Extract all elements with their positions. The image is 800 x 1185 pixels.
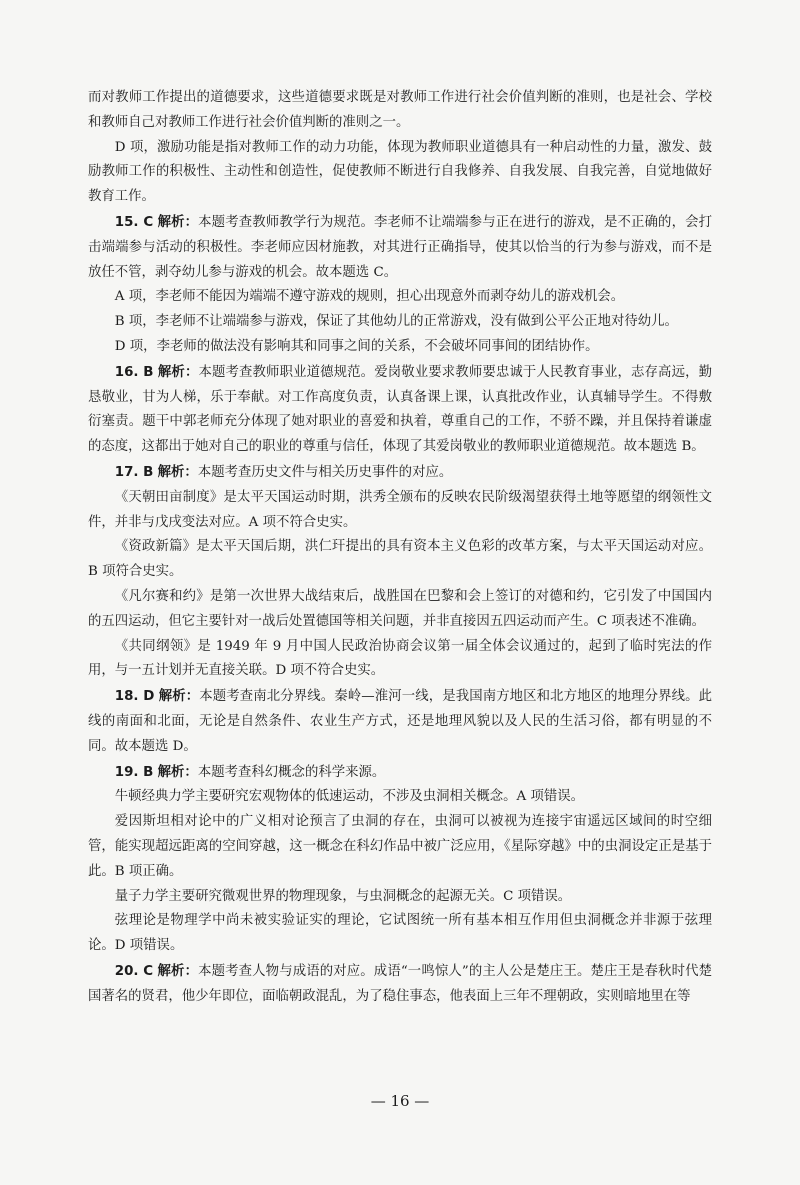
analysis-label: 解析： bbox=[158, 688, 200, 705]
answer-15: 15. C 解析：本题考查教师教学行为规范。李老师不让端端参与正在进行的游戏，是不正确的，会打击端端参与活动的积极性。李老师应因材施教，对其进行正确指导，使其以恰当的行为参与游戏，而不是放任不管，剥夺幼儿参与游戏的机会。故本题选 C。 bbox=[88, 213, 713, 280]
analysis-label: 解析： bbox=[157, 763, 198, 780]
analysis-label: 解析： bbox=[157, 463, 198, 480]
paragraph: 弦理论是物理学中尚未被实验证实的理论，它试图统一所有基本相互作用但虫洞概念并非源于弦理论。D 项错误。 bbox=[88, 913, 712, 954]
answer-19: 19. B 解析：本题考查科幻概念的科学来源。 bbox=[114, 763, 386, 780]
question-number: 15. C bbox=[114, 214, 154, 230]
document-body bbox=[88, 86, 712, 1009]
paragraph: 而对教师工作提出的道德要求，这些道德要求既是对教师工作进行社会价值判断的准则，也是社会、学校和教师自己对教师工作进行社会价值判断的准则之一。 bbox=[88, 90, 712, 130]
question-number: 16. B bbox=[114, 364, 154, 380]
paragraph: 量子力学主要研究微观世界的物理现象，与虫洞概念的起源无关。C 项错误。 bbox=[114, 888, 572, 904]
paragraph: A 项，李老师不能因为端端不遵守游戏的规则，担心出现意外而剥夺幼儿的游戏机会。 bbox=[114, 289, 625, 305]
paragraph: 《资政新篇》是太平天国后期，洪仁玕提出的具有资本主义色彩的改革方案，与太平天国运动对应。B 项符合史实。 bbox=[88, 539, 712, 580]
analysis-label: 解析： bbox=[157, 962, 199, 979]
analysis-label: 解析： bbox=[157, 363, 199, 380]
answer-18: 18. D 解析：本题考查南北分界线。秦岭—淮河一线，是我国南方地区和北方地区的地理分界线。此线的南面和北面，无论是自然条件、农业生产方式，还是地理风貌以及人民的生活习俗，都有明显的不同。故本题选 D。 bbox=[88, 688, 713, 754]
question-number: 20. C bbox=[114, 963, 154, 979]
answer-17: 17. B 解析：本题考查历史文件与相关历史事件的对应。 bbox=[114, 463, 453, 480]
paragraph: 《共同纲领》是 1949 年 9 月中国人民政治协商会议第一届全体会议通过的，起到了临时宪法的作用，与一五计划并无直接关联。D 项不符合史实。 bbox=[88, 638, 712, 679]
analysis-label: 解析： bbox=[157, 213, 199, 230]
paragraph: D 项，激励功能是指对教师工作的动力功能，体现为教师职业道德具有一种启动性的力量，激发、鼓励教师工作的积极性、主动性和创造性，促使教师不断进行自我修养、自我发展、自我完善，自觉地做好教育工作。 bbox=[88, 139, 712, 205]
question-number: 18. D bbox=[114, 689, 155, 705]
question-number: 17. B bbox=[114, 464, 154, 480]
paragraph: B 项，李老师不让端端参与游戏，保证了其他幼儿的正常游戏，没有做到公平公正地对待幼儿。 bbox=[114, 314, 678, 330]
paragraph: 牛顿经典力学主要研究宏观物体的低速运动，不涉及虫洞相关概念。A 项错误。 bbox=[114, 789, 585, 805]
paragraph: D 项，李老师的做法没有影响其和同事之间的关系，不会破坏同事间的团结协作。 bbox=[114, 338, 599, 354]
paragraph: 《天朝田亩制度》是太平天国运动时期，洪秀全颁布的反映农民阶级渴望获得土地等愿望的纲领性文件，并非与戊戌变法对应。A 项不符合史实。 bbox=[88, 489, 712, 530]
paragraph: 《凡尔赛和约》是第一次世界大战结束后，战胜国在巴黎和会上签订的对德和约，它引发了中国国内的五四运动，但它主要针对一战后处置德国等相关问题，并非直接因五四运动而产生。C 项表述不准确。 bbox=[88, 588, 712, 629]
paragraph: 爱因斯坦相对论中的广义相对论预言了虫洞的存在，虫洞可以被视为连接宇宙遥远区域间的时空细管，能实现超远距离的空间穿越，这一概念在科幻作品中被广泛应用，《星际穿越》中的虫洞设定正是基于此。B 项正确。 bbox=[88, 814, 712, 879]
answer-16: 16. B 解析：本题考查教师职业道德规范。爱岗敬业要求教师要忠诚于人民教育事业，志存高远，勤恳敬业，甘为人梯，乐于奉献。对工作高度负责，认真备课上课，认真批改作业，认真辅导学生。不得敷衍塞责。题干中郭老师充分体现了她对职业的喜爱和执着，尊重自己的工作，不骄不躁，并且保持着谦虚的态度，这都出于她对自己的职业的尊重与信任，体现了其爱岗敬业的教师职业道德规范。故本题选 B。 bbox=[88, 363, 713, 455]
question-number: 19. B bbox=[114, 764, 154, 780]
answer-20: 20. C 解析：本题考查人物与成语的对应。成语“一鸣惊人”的主人公是楚庄王。楚庄王是春秋时代楚国著名的贤君，他少年即位，面临朝政混乱，为了稳住事态，他表面上三年不理朝政，实则暗地里在等 bbox=[88, 962, 712, 1004]
page-number: — 16 — bbox=[370, 1092, 430, 1110]
